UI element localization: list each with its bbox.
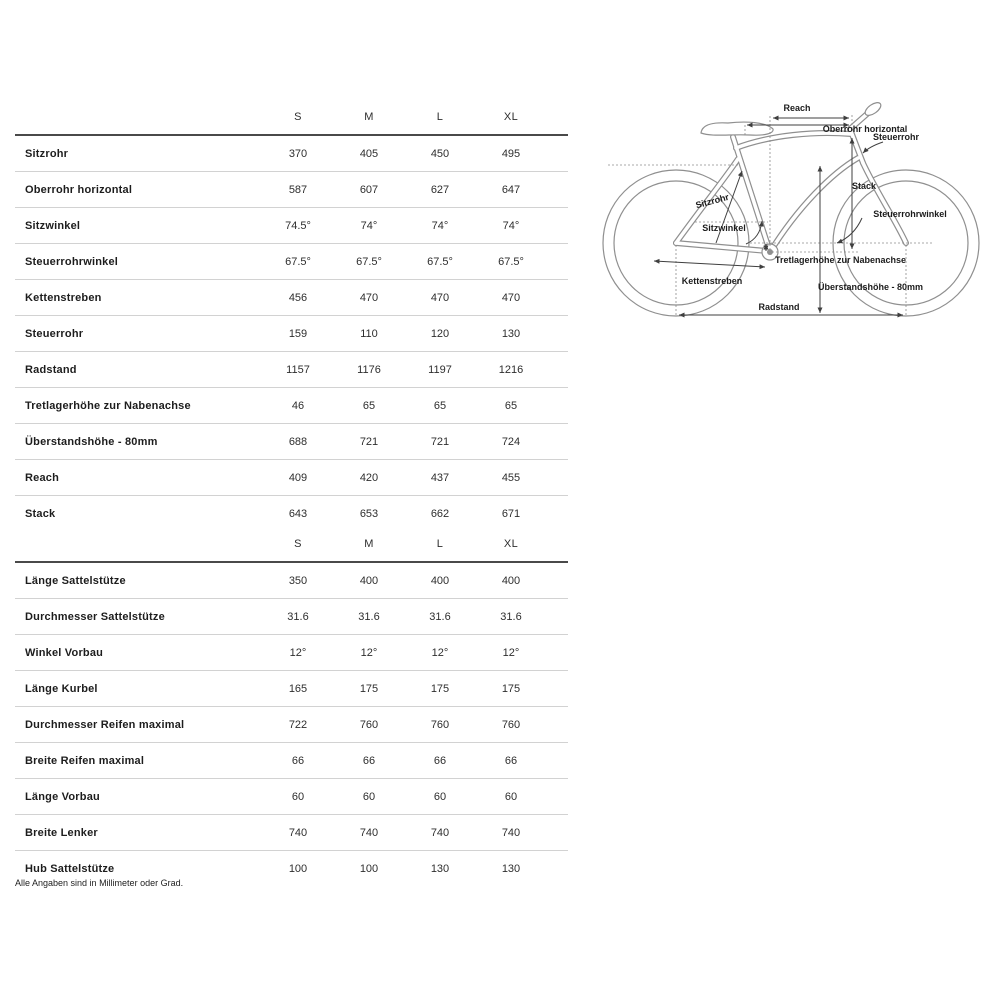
row-label: Länge Sattelstütze [25,574,126,587]
cell-value: 74° [360,219,378,232]
row-label: Tretlagerhöhe zur Nabenachse [25,399,191,412]
label-sitzwinkel: Sitzwinkel [702,223,746,233]
cell-value: 67.5° [427,255,453,268]
components-table-header [15,527,568,563]
cell-value: 643 [288,507,308,520]
row-label: Hub Sattelstütze [25,862,115,875]
components-table [15,527,568,886]
col-header-xl: XL [503,538,519,550]
col-header-l: L [436,111,444,123]
table-row [15,815,568,851]
table-row [15,635,568,671]
table-row [15,599,568,635]
cell-value: 495 [501,147,521,160]
cell-value: 662 [430,507,450,520]
cell-value: 760 [501,718,521,731]
row-label: Winkel Vorbau [25,646,104,659]
cell-value: 65 [433,399,447,412]
cell-value: 67.5° [356,255,382,268]
cell-value: 420 [359,471,379,484]
table-row [15,280,568,316]
col-header-l: L [436,538,444,550]
table-row [15,743,568,779]
cell-value: 130 [501,862,521,875]
label-tretlagerhoehe: Tretlagerhöhe zur Nabenachse [775,255,907,265]
cell-value: 110 [360,327,378,340]
cell-value: 74° [502,219,520,232]
table-row [15,779,568,815]
cell-value: 12° [360,646,378,659]
label-kettenstreben: Kettenstreben [681,276,743,286]
table-row [15,172,568,208]
row-label: Reach [25,471,60,484]
cell-value: 350 [288,574,308,587]
units-footnote: Alle Angaben sind in Millimeter oder Grad. [15,878,184,888]
cell-value: 74° [431,219,449,232]
col-header-m: M [364,111,374,123]
bike-geometry-diagram [600,85,996,333]
col-header-s: S [294,111,302,123]
cell-value: 74.5° [285,219,311,232]
cell-value: 31.6 [500,610,522,623]
cell-value: 470 [501,291,521,304]
table-row [15,244,568,280]
cell-value: 130 [430,862,450,875]
table-row [15,208,568,244]
row-label: Steuerrohrwinkel [25,255,119,268]
cell-value: 120 [430,327,450,340]
label-steuerrohrwinkel: Steuerrohrwinkel [873,209,947,219]
cell-value: 400 [359,574,379,587]
row-label: Länge Vorbau [25,790,100,803]
col-header-xl: XL [503,111,519,123]
cell-value: 627 [430,183,450,196]
cell-value: 175 [430,682,450,695]
row-label: Steuerrohr [25,327,84,340]
row-label: Länge Kurbel [25,682,98,695]
cell-value: 437 [430,471,450,484]
cell-value: 653 [359,507,379,520]
table-row [15,424,568,460]
cell-value: 740 [359,826,379,839]
cell-value: 175 [501,682,521,695]
cell-value: 60 [504,790,518,803]
cell-value: 470 [359,291,379,304]
cell-value: 31.6 [429,610,451,623]
cell-value: 100 [288,862,308,875]
cell-value: 60 [291,790,305,803]
cell-value: 400 [430,574,450,587]
geometry-table-header [15,100,568,136]
cell-value: 66 [362,754,376,767]
row-label: Überstandshöhe - 80mm [25,435,158,448]
saddle-icon [701,122,773,135]
cell-value: 450 [430,147,450,160]
label-radstand: Radstand [758,302,800,312]
cell-value: 12° [431,646,449,659]
cell-value: 688 [288,435,308,448]
cell-value: 405 [359,147,379,160]
cell-value: 12° [289,646,307,659]
cell-value: 67.5° [498,255,524,268]
cell-value: 100 [359,862,379,875]
cell-value: 587 [288,183,308,196]
cell-value: 721 [430,435,450,448]
row-label: Oberrohr horizontal [25,183,133,196]
row-label: Stack [25,507,56,520]
cell-value: 46 [291,399,305,412]
cell-value: 760 [430,718,450,731]
row-label: Kettenstreben [25,291,102,304]
row-label: Radstand [25,363,77,376]
cell-value: 31.6 [287,610,309,623]
table-row [15,563,568,599]
cell-value: 60 [362,790,376,803]
table-row [15,388,568,424]
row-label: Durchmesser Reifen maximal [25,718,185,731]
cell-value: 470 [430,291,450,304]
cell-value: 740 [430,826,450,839]
cell-value: 740 [288,826,308,839]
row-label: Durchmesser Sattelstütze [25,610,165,623]
cell-value: 60 [433,790,447,803]
cell-value: 12° [502,646,520,659]
label-ueberstandshoehe: Überstandshöhe - 80mm [818,282,924,292]
table-row [15,460,568,496]
table-row [15,352,568,388]
label-oberrohr-horizontal: Oberrohr horizontal [822,124,908,134]
cell-value: 175 [359,682,379,695]
cell-value: 409 [288,471,308,484]
cell-value: 66 [433,754,447,767]
cell-value: 1216 [498,363,524,376]
cell-value: 760 [359,718,379,731]
handlebar-grip-icon [863,100,883,118]
cell-value: 647 [501,183,521,196]
table-row [15,136,568,172]
label-stack: Stack [851,181,877,191]
cell-value: 159 [288,327,308,340]
cell-value: 1176 [357,363,381,376]
row-label: Sitzwinkel [25,219,81,232]
table-row [15,671,568,707]
label-reach: Reach [783,103,811,113]
cell-value: 671 [501,507,521,520]
cell-value: 31.6 [358,610,380,623]
cell-value: 66 [291,754,305,767]
cell-value: 724 [501,435,521,448]
label-steuerrohr: Steuerrohr [872,132,920,142]
cell-value: 1157 [286,363,310,376]
cell-value: 1197 [428,363,452,376]
cell-value: 130 [501,327,521,340]
table-row [15,707,568,743]
col-header-m: M [364,538,374,550]
col-header-s: S [294,538,302,550]
geometry-table [15,100,568,531]
cell-value: 66 [504,754,518,767]
cell-value: 722 [288,718,308,731]
cell-value: 370 [288,147,308,160]
cell-value: 456 [288,291,308,304]
cell-value: 65 [362,399,376,412]
cell-value: 400 [501,574,521,587]
row-label: Breite Reifen maximal [25,754,145,767]
label-sitzrohr: Sitzrohr [694,191,730,211]
cell-value: 165 [288,682,308,695]
row-label: Breite Lenker [25,826,98,839]
row-label: Sitzrohr [25,147,69,160]
table-row [15,316,568,352]
cell-value: 65 [504,399,518,412]
cell-value: 455 [501,471,521,484]
table-row [15,496,568,531]
cell-value: 740 [501,826,521,839]
cell-value: 607 [359,183,379,196]
cell-value: 721 [359,435,379,448]
cell-value: 67.5° [285,255,311,268]
